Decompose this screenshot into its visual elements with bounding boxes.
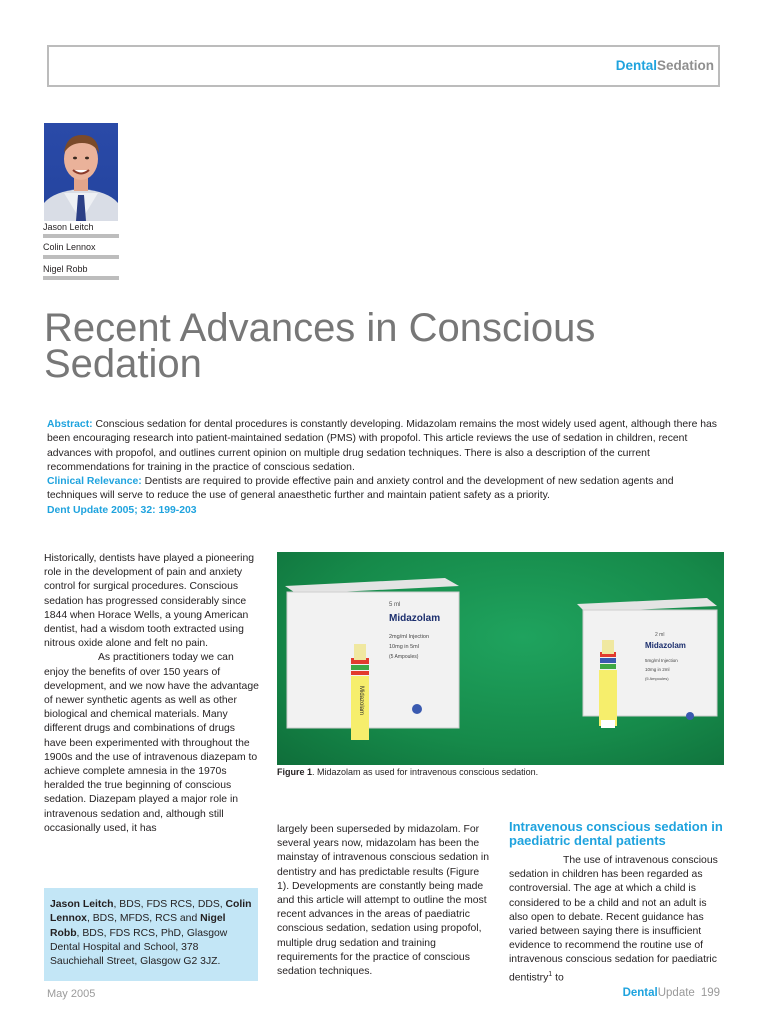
footer-date: May 2005 [47, 988, 96, 1000]
affil-cred-1: , BDS, FDS RCS, DDS, [113, 899, 226, 910]
author-affiliation-box [44, 888, 258, 981]
body-column-2: largely been superseded by midazolam. For several years now, midazolam has been the mainstay of intravenous conscious sedation in dentistry and has predictable results (Figure 1). Developments are constantly being made and this article will attempt to outline the most recent advances in the areas of paediatric conscious sedation, sedation using propofol, multiple drug sedation and training requirements for the practice of conscious sedation techniques. [277, 824, 489, 978]
abstract-label: Abstract: [47, 419, 93, 430]
title-line-1: Recent Advances in Conscious [44, 306, 596, 350]
box-large-count: (5 Ampoules) [389, 654, 419, 660]
caption-label: Figure 1 [277, 767, 313, 777]
title-line-2: Sedation [44, 342, 202, 386]
ampoule-label: Midazolam [358, 686, 364, 716]
author-portrait-icon [44, 123, 118, 221]
clinical-relevance-text: Dentists are required to provide effective pain and anxiety control and the development of new sedation agents and techniques will serve to reduce the use of general anaesthetic further and maintain patient safety as a priority. [47, 476, 674, 502]
author-divider [43, 276, 119, 280]
midazolam-ampoule-small [599, 640, 617, 728]
section-heading: Intravenous conscious sedation in paediatric dental patients [509, 819, 723, 848]
box-large-volume: 5 ml [389, 602, 401, 608]
header-box [47, 45, 720, 87]
clinical-relevance-label: Clinical Relevance: [47, 476, 142, 488]
midazolam-ampoule-large [351, 644, 369, 740]
citation: Dent Update 2005; 32: 199-203 [47, 505, 197, 516]
author-name-3: Nigel Robb [43, 264, 88, 274]
caption-text: . Midazolam as used for intravenous conscious sedation. [312, 767, 539, 777]
article-title [44, 306, 744, 386]
brand-part1: Dental [615, 58, 657, 73]
affil-name-2: Colin Lennox [50, 899, 252, 925]
affil-name-3: Nigel Robb [50, 913, 226, 939]
author-name-1: Jason Leitch [43, 222, 94, 232]
footer-journal [623, 987, 720, 999]
box-large-dose: 10mg in 5ml [389, 644, 419, 650]
footer-brand-part2: Update [657, 987, 695, 999]
abstract [47, 418, 719, 504]
box-large-strength: 2mg/ml Injection [389, 634, 430, 640]
author-divider [43, 234, 119, 238]
affil-name-1: Jason Leitch [50, 899, 114, 910]
abstract-text: Conscious sedation for dental procedures is constantly developing. Midazolam remains the most widely used agent, although there has been encouraging research into patient-maintained sedation (PMS) with propofol. This article reviews the use of sedation in children, recent advances with propofol, and outlines current opinion on multiple drug sedation techniques. There is also a description of the current recommendations for training in the practice of conscious sedation. [47, 419, 718, 473]
author-name-2: Colin Lennox [43, 242, 96, 252]
figure-caption [277, 767, 538, 777]
box-small-name: Midazolam [645, 641, 686, 650]
affil-cred-3: , BDS, FDS RCS, PhD, Glasgow Dental Hospital and School, 378 Sauchiehall Street, Glasgow G2 3JZ. [50, 927, 228, 968]
box-small-count: (5 Ampoules) [645, 676, 669, 681]
footer-brand-part1: Dental [622, 987, 658, 999]
reference-superscript: 1 [548, 970, 553, 978]
affil-cred-2: , BDS, MFDS, RCS and [86, 913, 201, 925]
midazolam-box-small [577, 598, 717, 720]
box-small-strength: 5mg/ml Injection [645, 658, 678, 663]
col1-paragraph-1: Historically, dentists have played a pioneering role in the development of pain and anxiety control for surgical procedures. Conscious sedation has progressed considerably since 1844 when Horace Wells, a young American dentist, had a wisdom tooth extracted using nitrous oxide alone and felt no pain. [44, 553, 255, 650]
figure-1-photo [277, 552, 724, 765]
author-divider [43, 255, 119, 259]
box-small-volume: 2 ml [655, 632, 665, 638]
box-small-dose: 10mg in 2ml [645, 667, 670, 672]
col3-tail: to [552, 972, 564, 984]
col3-text: The use of intravenous conscious sedation in children has been regarded as controversial. The age at which a child is considered to be a child and not an adult is also open to debate. Recent guidance has varied between saying there is insufficient evidence to recommend the routine use of intravenous conscious sedation for paediatric dentistry [509, 855, 718, 984]
page-number: 199 [700, 987, 720, 999]
brand-part2: Sedation [656, 58, 714, 73]
col1-paragraph-2: As practitioners today we can enjoy the benefits of over 150 years of development, and we now have the advantage of newer synthetic agents as well as other biological and chemical materials. Many different drugs and combinations of drugs have been experimented with throughout the 1900s and the use of intravenous diazepam to achieve complete amnesia in the 1970s heralded the true beginning of conscious sedation. Diazepam played a major role in intravenous sedation and, although still occasionally used, it has [44, 652, 259, 834]
journal-brand [616, 58, 714, 73]
body-column-1 [44, 552, 260, 836]
author-photo [44, 123, 118, 221]
body-column-3 [509, 854, 725, 985]
box-large-name: Midazolam [389, 613, 441, 624]
midazolam-box-large [285, 578, 459, 728]
